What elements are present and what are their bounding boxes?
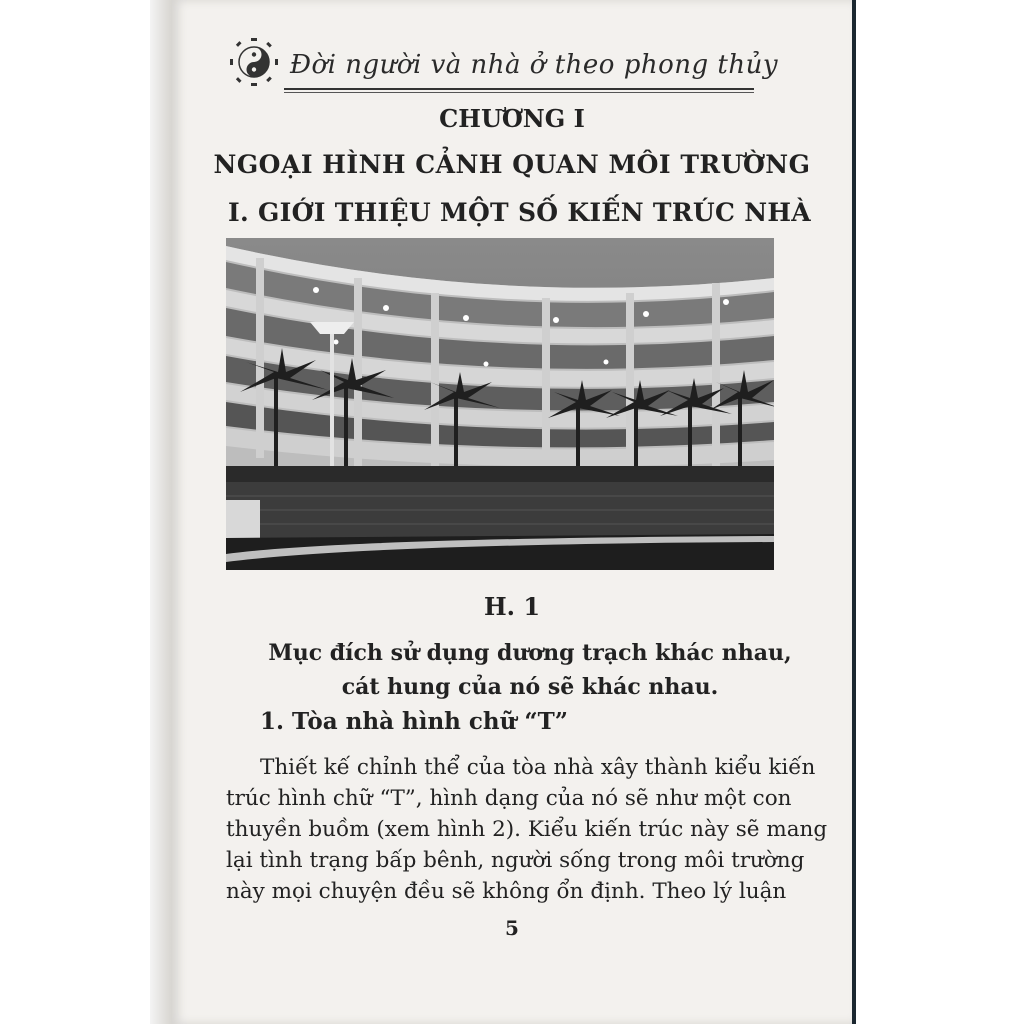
section-heading: I. GIỚI THIỆU MỘT SỐ KIẾN TRÚC NHÀ [228,198,811,227]
page-number: 5 [505,916,519,940]
body-line: trúc hình chữ “T”, hình dạng của nó sẽ như một con [226,786,792,811]
figure-caption-line: Mục đích sử dụng dương trạch khác nhau, [268,640,792,666]
body-line: lại tình trạng bấp bênh, người sống trong môi trường [226,848,805,873]
header-rule [284,88,754,93]
figure-label: H. 1 [483,592,541,621]
figure-caption-line: cát hung của nó sẽ khác nhau. [341,674,719,700]
page-edge [852,0,856,1024]
chapter-number: CHƯƠNG I [439,104,585,133]
body-line: này mọi chuyện đều sẽ không ổn định. Theo lý luận [226,879,787,904]
body-line: Thiết kế chỉnh thể của tòa nhà xây thành kiểu kiến [260,755,816,780]
body-paragraph [226,752,828,907]
building-photo [226,238,774,570]
chapter-title: NGOẠI HÌNH CẢNH QUAN MÔI TRƯỜNG [213,150,811,179]
figure-caption [250,636,810,704]
subsection-heading: 1. Tòa nhà hình chữ “T” [260,708,568,735]
body-line: thuyền buồm (xem hình 2). Kiểu kiến trúc này sẽ mang [226,817,828,842]
yin-yang-bagua-icon [228,36,280,88]
running-header [228,36,779,96]
running-header-title: Đời người và nhà ở theo phong thủy [290,50,779,80]
